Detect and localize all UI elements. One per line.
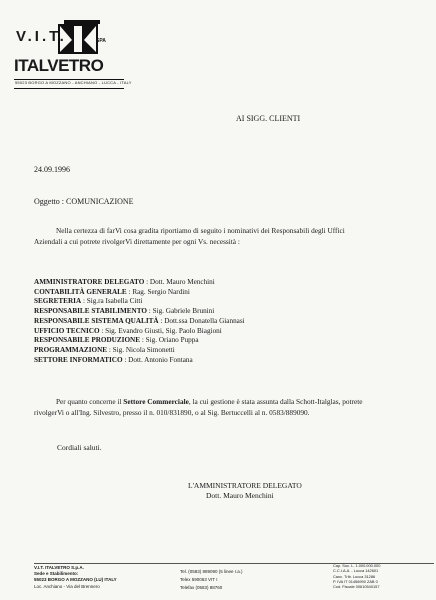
- role-person: : Sig.ra Isabella Citti: [82, 297, 143, 306]
- role-person: : Dott.ssa Donatella Giannasi: [160, 316, 245, 325]
- role-line: [34, 336, 394, 346]
- footer-line: Tel. (0583) 889090 (5 linee r.a.): [180, 569, 243, 574]
- role-line: [34, 346, 394, 356]
- role-line: [34, 297, 394, 307]
- footer-line: V.I.T. ITALVETRO S.p.A.: [34, 565, 84, 570]
- role-line: [34, 307, 394, 317]
- closing: Cordiali saluti.: [57, 443, 102, 452]
- footer-legal: [333, 563, 380, 589]
- footer-line: 55023 BORGO A MOZZANO (LU) ITALY: [34, 577, 117, 583]
- company-name: ITALVETRO: [14, 56, 104, 75]
- role-person: : Sig. Evandro Giusti, Sig. Paolo Biagioni: [101, 326, 222, 335]
- role-person: : Sig. Oriano Puppa: [141, 336, 199, 345]
- footer-line: Cod. Fiscale 00610540157: [333, 584, 380, 590]
- letter-date: 24.09.1996: [34, 165, 70, 174]
- letterhead-address: 55023 BORGO A MOZZANO - ANCHIANO - LUCCA - ITALY: [15, 80, 132, 85]
- logo-vit: V.I.T.: [16, 28, 67, 45]
- logo-spa: SPA: [96, 38, 106, 44]
- role-title: RESPONSABILE SISTEMA QUALITÀ: [34, 316, 159, 325]
- role-line: [34, 356, 394, 366]
- para2-bold: Settore Commerciale: [123, 397, 189, 406]
- footer-company: [34, 565, 117, 590]
- role-person: : Dott. Antonio Fontana: [124, 355, 193, 364]
- commercial-paragraph: [34, 396, 374, 418]
- footer-line: Loc. Anchiano - Via del Brennero: [34, 583, 100, 589]
- footer-contacts: [180, 568, 243, 592]
- intro-paragraph: Nella certezza di farVi cosa gradita riportiamo di seguito i nominativi dei Responsabili degli Uffici Aziendali a cui potrete rivolgerVi direttamente per ogni Vs. necessità :: [34, 226, 345, 246]
- role-title: SETTORE INFORMATICO: [34, 355, 123, 364]
- subject-line: Oggetto : COMUNICAZIONE: [34, 197, 134, 206]
- footer-line: Telefax (0583) 88760: [180, 585, 223, 590]
- role-line: [34, 288, 394, 298]
- role-person: : Sig. Nicola Simonetti: [108, 345, 175, 354]
- role-title: PROGRAMMAZIONE: [34, 345, 108, 354]
- role-person: : Sig. Gabriele Brunini: [148, 307, 215, 316]
- signature-title: L'AMMINISTRATORE DELEGATO: [188, 481, 302, 490]
- para2-after: , la cui gestione è stata assunta dalla Schott-Italglas, potrete rivolgerVi o all'Ing. Silvestro, presso il n. 010/831890, o al Sig. Bertuccelli al n. 0583/889090.: [34, 397, 363, 417]
- role-line: [34, 327, 394, 337]
- footer-line: Telex 590063 VIT I: [180, 577, 218, 582]
- role-line: [34, 317, 394, 327]
- role-title: UFFICIO TECNICO: [34, 326, 100, 335]
- role-title: SEGRETERIA: [34, 297, 82, 306]
- signature-name: Dott. Mauro Menchini: [206, 491, 274, 500]
- footer-line: P. IVA IT 01456990 ZAB 0: [333, 578, 378, 584]
- role-person: : Rag. Sergio Nardini: [128, 287, 190, 296]
- role-line: [34, 278, 394, 288]
- footer-line: Cap. Soc. L. 1.000.000.000: [333, 563, 381, 568]
- role-title: CONTABILITÀ GENERALE: [34, 287, 127, 296]
- footer-line: C.C.I.A.A. - Lucca 142601: [333, 568, 379, 574]
- footer-line: Canc. Trib. Lucca 31286: [333, 573, 376, 579]
- responsabili-list: [34, 278, 394, 365]
- recipient: AI SIGG. CLIENTI: [236, 114, 301, 123]
- role-title: AMMINISTRATORE DELEGATO: [34, 278, 145, 286]
- role-person: : Dott. Mauro Menchini: [146, 278, 215, 286]
- role-title: RESPONSABILE STABILIMENTO: [34, 307, 147, 316]
- footer-line: Sede e Stabilimento:: [34, 571, 79, 577]
- role-title: RESPONSABILE PRODUZIONE: [34, 336, 141, 345]
- para2-before: Per quanto concerne il: [56, 397, 124, 406]
